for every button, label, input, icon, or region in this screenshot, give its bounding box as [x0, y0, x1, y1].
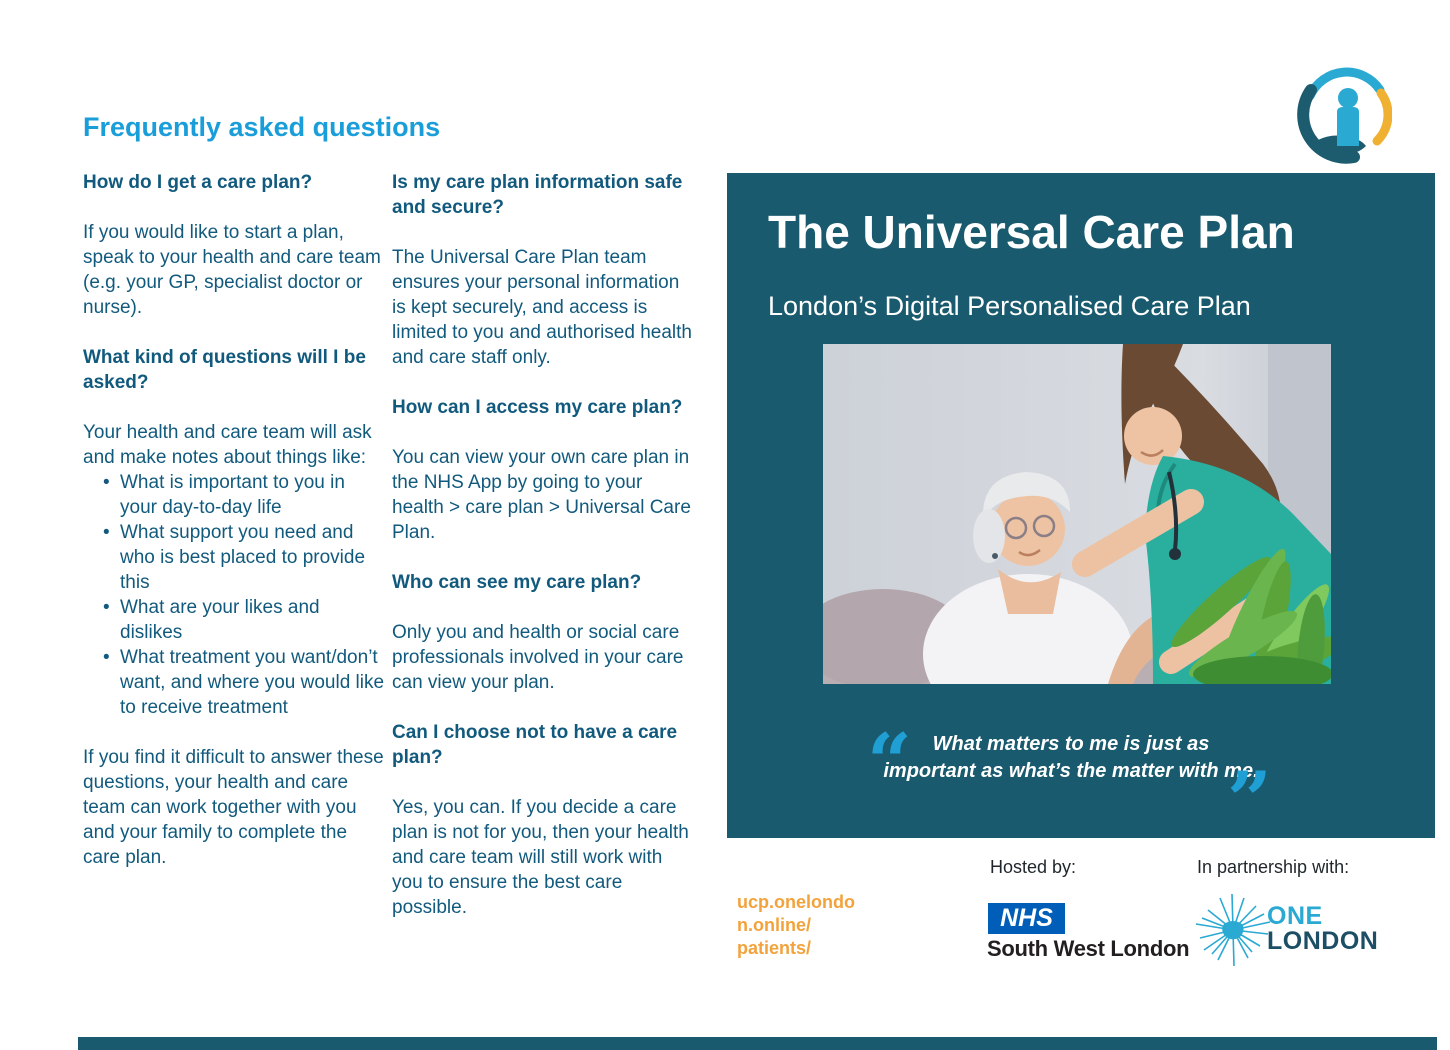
faq-column-1	[83, 170, 387, 895]
faq-answer: If you find it difficult to answer these questions, your health and care team can work together with you and your family to complete the care plan.	[83, 747, 384, 868]
quote-close-icon: ”	[1227, 755, 1272, 846]
website-url-link[interactable]	[737, 891, 855, 960]
cover-title: The Universal Care Plan	[768, 206, 1295, 258]
one-london-line-1: ONE	[1267, 902, 1323, 930]
cover-panel	[727, 173, 1435, 846]
faq-answer: Your health and care team will ask and make notes about things like:	[83, 422, 372, 468]
cover-subtitle: London’s Digital Personalised Care Plan	[768, 291, 1251, 321]
faq-answer: If you would like to start a plan, speak to your health and care team (e.g. your GP, specialist doctor or nurse).	[83, 222, 381, 318]
nurse-patient-photo	[823, 344, 1331, 684]
quote-open-icon: “	[867, 717, 912, 808]
faq-answer: Only you and health or social care professionals involved in your care can view your plan.	[392, 622, 684, 693]
faq-answer: Yes, you can. If you decide a care plan is not for you, then your health and care team will still work with you to ensure the best care possible.	[392, 797, 689, 918]
faq-question: What kind of questions will I be asked?	[83, 347, 366, 393]
faq-bullet: • What are your likes and dislikes	[103, 595, 387, 645]
quote-line-2: important as what’s the matter with me.	[883, 760, 1259, 782]
universal-care-plan-logo-icon	[1296, 60, 1392, 164]
faq-answer: You can view your own care plan in the NHS App by going to your health > care plan > Universal Care Plan.	[392, 447, 691, 543]
nhs-logo	[988, 903, 1065, 934]
quote-line-1: What matters to me is just as	[932, 733, 1210, 755]
faq-question: How do I get a care plan?	[83, 172, 313, 193]
nhs-organisation-name: South West London	[987, 936, 1190, 961]
faq-question: Is my care plan information safe and secure?	[392, 172, 683, 218]
hosted-by-label: Hosted by:	[990, 857, 1077, 877]
one-london-starburst-icon	[1194, 894, 1272, 968]
faq-bullet: • What support you need and who is best placed to provide this	[103, 520, 387, 595]
faq-question: How can I access my care plan?	[392, 397, 683, 418]
faq-bullet: • What is important to you in your day-to-day life	[103, 470, 387, 520]
nhs-logo-text: NHS	[1000, 904, 1053, 932]
url-line-1: ucp.onelondo	[737, 892, 855, 912]
one-london-logo	[1267, 904, 1378, 954]
bottom-accent-bar	[78, 1037, 1437, 1050]
url-line-3: patients/	[737, 938, 812, 958]
faq-question: Who can see my care plan?	[392, 572, 642, 593]
faq-heading: Frequently asked questions	[83, 112, 441, 142]
faq-bullet-list	[83, 470, 387, 720]
faq-column-2	[392, 170, 692, 945]
faq-answer: The Universal Care Plan team ensures your personal information is kept securely, and access is limited to you and authorised health and care staff only.	[392, 247, 692, 368]
faq-bullet: • What treatment you want/don’t want, and where you would like to receive treatment	[103, 645, 387, 720]
partnership-label: In partnership with:	[1197, 857, 1350, 877]
faq-question: Can I choose not to have a care plan?	[392, 722, 678, 768]
testimonial-quote	[727, 713, 1435, 846]
one-london-line-2: LONDON	[1267, 927, 1379, 955]
url-line-2: n.online/	[737, 915, 811, 935]
